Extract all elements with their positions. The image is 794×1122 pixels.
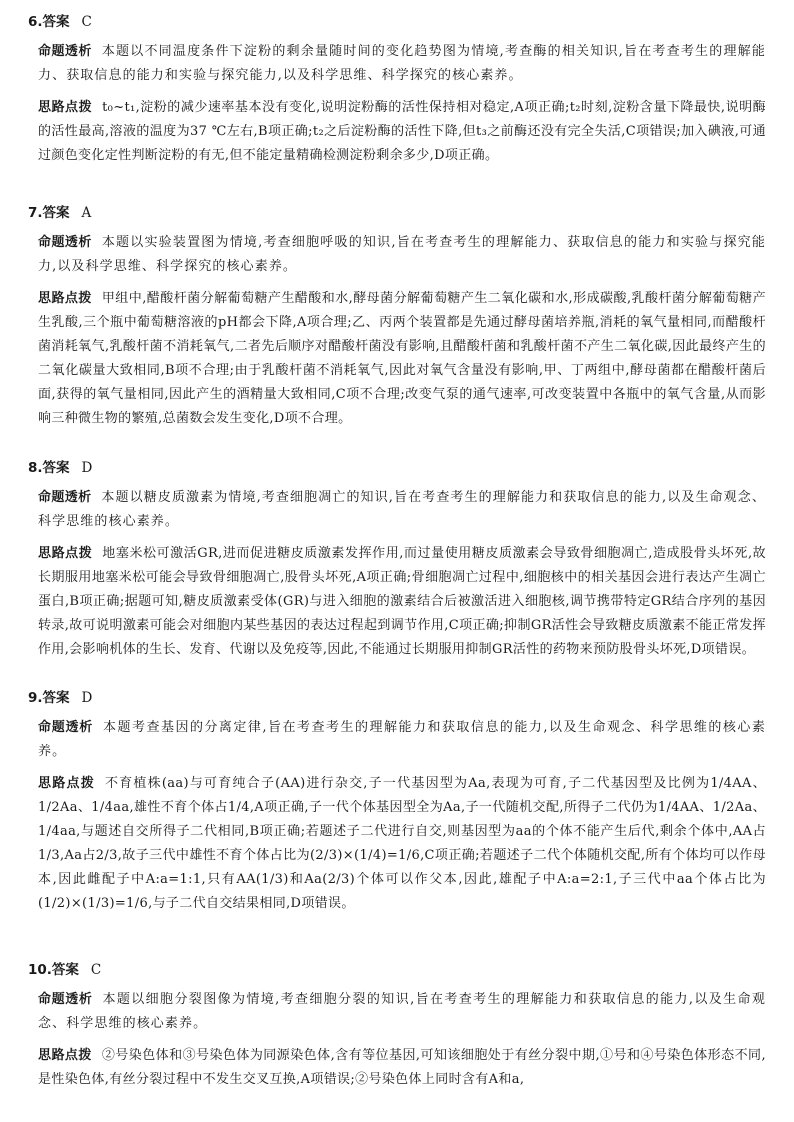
hint-label: 思路点拨 [38,100,93,115]
analysis-text: 本题以糖皮质激素为情境,考查细胞凋亡的知识,旨在考查考生的理解能力和获取信息的能力,以及生命观念、科学思维的核心素养。 [38,490,766,529]
answer-line [28,960,101,980]
analysis-paragraph [38,40,766,88]
analysis-paragraph [38,231,766,279]
analysis-text: 本题以细胞分裂图像为情境,考查细胞分裂的知识,旨在考查考生的理解能力和获取信息的能力,以及生命观念、科学思维的核心素养。 [38,992,766,1031]
hint-paragraph [38,542,766,662]
question-number: 10. [28,962,52,978]
hint-text: 地塞米松可激活GR,进而促进糖皮质激素发挥作用,而过量使用糖皮质激素会导致骨细胞凋亡,造成股骨头坏死,故长期服用地塞米松可能会导致骨细胞凋亡,股骨头坏死,A项正确;骨细胞凋亡过程中,细胞核中的相关基因会进行表达产生凋亡蛋白,B项正确;据题可知,糖皮质激素受体(GR)与进入细胞的激素结合后被激活进入细胞核,调节携带特定GR结合序列的基因转录,故可说明激素可能会对细胞内某些基因的表达过程起到调节作用,C项正确;抑制GR活性会导致糖皮质激素不能正常发挥作用,会影响机体的生长、发育、代谢以及免疫等,因此,不能通过长期服用抑制GR活性的药物来预防股骨头坏死,D项错误。 [38,546,767,657]
answer-label: 答案 [51,962,79,978]
hint-text: 不育植株(aa)与可育纯合子(AA)进行杂交,子一代基因型为Aa,表现为可育,子二代基因型及比例为1/4AA、1/2Aa、1/4aa,雄性不育个体占1/4,A项正确,子一代个体基因型全为Aa,子一代随机交配,所得子二代仍为1/4AA、1/2Aa、1/4aa,与题述自交所得子二代相同,B项正确;若题述子二代进行自交,则基因型为aa的个体不能产生后代,剩余个体中,AA占1/3,Aa占2/3,故子三代中雄性不育个体占比为(2/3)×(1/4)=1/6,C项正确;若题述子二代个体随机交配,所有个体均可以作母本,因此雌配子中A:a=1:1,只有AA(1/3)和Aa(2/3)个体可以作父本,因此,雄配子中A:a=2:1,子三代中aa个体占比为(1/2)×(1/3)=1/6,与子二代自交结果相同,D项错误。 [38,776,766,911]
answer-value: C [81,14,92,30]
answer-value: D [81,690,93,706]
hint-label: 思路点拨 [38,776,95,791]
analysis-text: 本题以不同温度条件下淀粉的剩余量随时间的变化趋势图为情境,考查酶的相关知识,旨在考查考生的理解能力、获取信息的能力和实验与探究能力,以及科学思维、科学探究的核心素养。 [38,44,766,83]
answer-line [28,458,92,478]
answer-value: D [81,460,93,476]
analysis-paragraph [38,988,766,1036]
hint-paragraph [38,287,766,431]
hint-paragraph [38,772,766,916]
answer-label: 答案 [42,14,70,30]
question-number: 8. [28,460,43,476]
hint-text: t₀~t₁,淀粉的减少速率基本没有变化,说明淀粉酶的活性保持相对稳定,A项正确;t₂时刻,淀粉含量下降最快,说明酶的活性最高,溶液的温度为37 ℃左右,B项正确;t₂之后淀粉酶的活性下降,但t₃之前酶还没有完全失活,C项错误;加入碘液,可通过颜色变化定性判断淀粉的有无,但不能定量精确检测淀粉剩余多少,D项正确。 [38,100,766,163]
answer-line [28,203,91,223]
question-number: 6. [28,14,43,30]
analysis-label: 命题透析 [38,992,93,1007]
answer-label: 答案 [42,460,70,476]
hint-text: 甲组中,醋酸杆菌分解葡萄糖产生醋酸和水,酵母菌分解葡萄糖产生二氧化碳和水,形成碳酸,乳酸杆菌分解葡萄糖产生乳酸,三个瓶中葡萄糖溶液的pH都会下降,A项合理;乙、丙两个装置都是先通过酵母菌培养瓶,消耗的氧气量相同,而醋酸杆菌消耗氧气,乳酸杆菌不消耗氧气,二者先后顺序对醋酸杆菌没有影响,且醋酸杆菌和乳酸杆菌不产生二氧化碳,因此最终产生的二氧化碳量大致相同,B项不合理;由于乳酸杆菌不消耗氧气,因此对氧气含量没有影响,甲、丁两组中,酵母菌都在醋酸杆菌后面,获得的氧气量相同,因此产生的酒精量大致相同,C项不合理;改变气泵的通气速率,可改变装置中各瓶中的氧气含量,从而影响三种微生物的繁殖,总菌数会发生变化,D项不合理。 [38,291,766,426]
question-number: 9. [28,690,43,706]
hint-label: 思路点拨 [38,1048,92,1063]
hint-label: 思路点拨 [38,546,93,561]
question-number: 7. [28,205,43,221]
answer-value: A [81,205,92,221]
answer-line [28,12,92,32]
answer-value: C [90,962,102,978]
hint-label: 思路点拨 [38,291,92,306]
hint-paragraph [38,96,766,168]
analysis-paragraph [38,716,766,764]
hint-paragraph [38,1044,766,1092]
analysis-paragraph [38,486,766,534]
analysis-label: 命题透析 [38,235,92,250]
hint-text: ②号染色体和③号染色体为同源染色体,含有等位基因,可知该细胞处于有丝分裂中期,①号和④号染色体形态不同,是性染色体,有丝分裂过程中不发生交叉互换,A项错误;②号染色体上同时含有A和a, [38,1048,766,1087]
analysis-label: 命题透析 [38,720,93,735]
answer-label: 答案 [42,690,70,706]
analysis-text: 本题考查基因的分离定律,旨在考查考生的理解能力和获取信息的能力,以及生命观念、科学思维的核心素养。 [38,720,767,759]
answer-label: 答案 [42,205,70,221]
answer-line [28,688,92,708]
analysis-label: 命题透析 [38,44,92,59]
analysis-label: 命题透析 [38,490,92,505]
analysis-text: 本题以实验装置图为情境,考查细胞呼吸的知识,旨在考查考生的理解能力、获取信息的能力和实验与探究能力,以及科学思维、科学探究的核心素养。 [38,235,766,274]
